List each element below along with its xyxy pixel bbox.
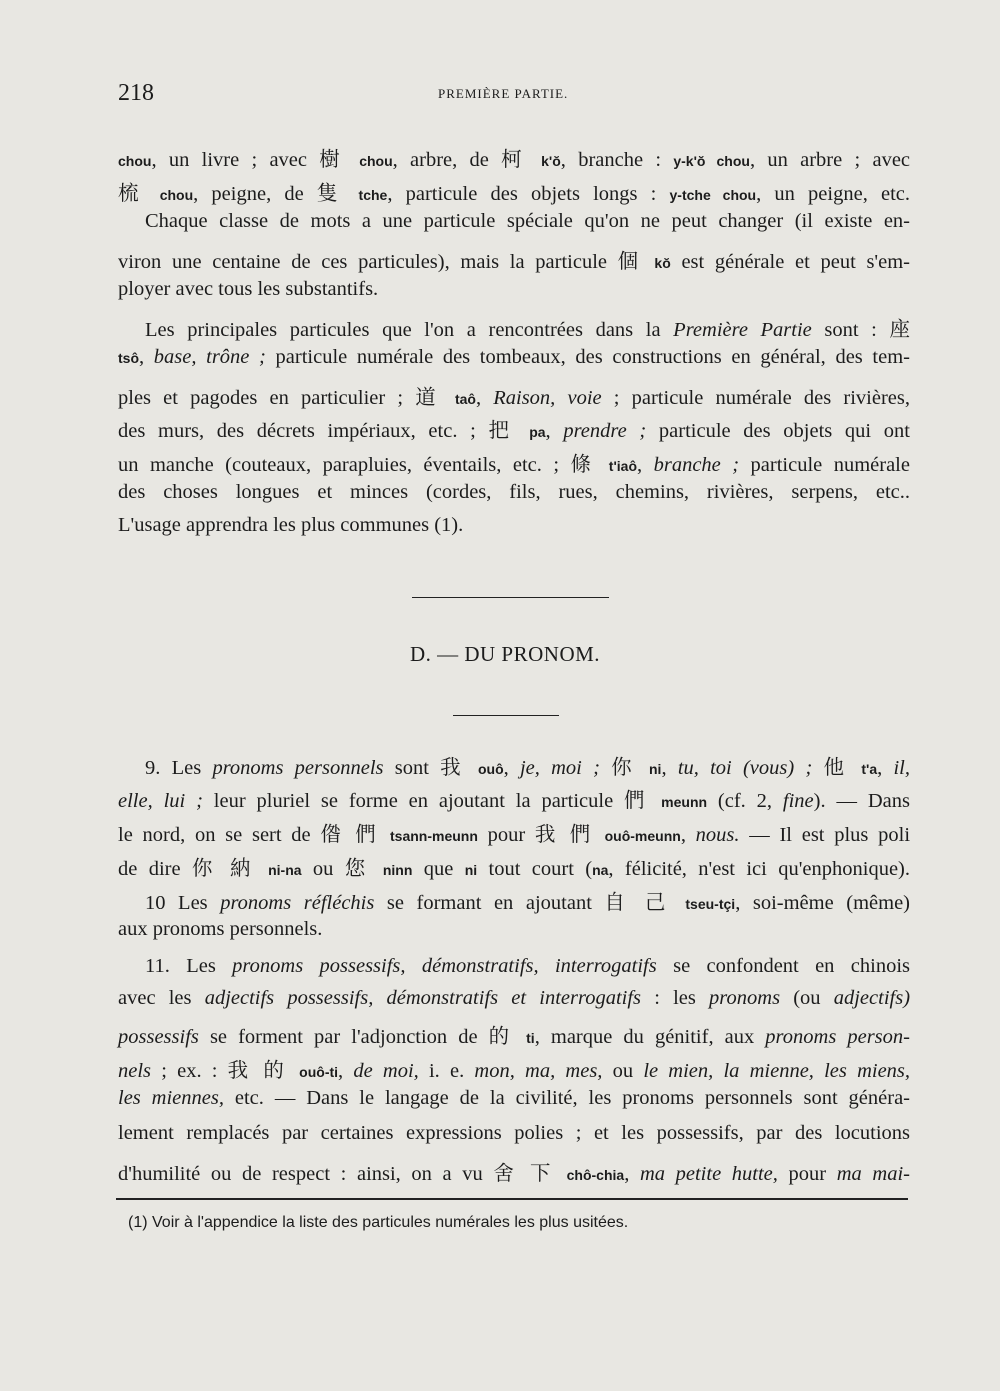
running-head bbox=[118, 80, 908, 110]
page-number: 218 bbox=[118, 80, 154, 106]
text-line: Chaque classe de mots a une particule spéciale qu'on ne peut changer (il existe en- bbox=[145, 210, 910, 232]
text-line: chou, un livre ; avec 樹 chou, arbre, de 柯 k'ŏ, branche : y-k'ŏ chou, un arbre ; avec bbox=[118, 149, 911, 171]
text-line: L'usage apprendra les plus communes (1). bbox=[118, 514, 464, 536]
text-line: avec les adjectifs possessifs, démonstratifs et interrogatifs : les pronoms (ou adjectifs) bbox=[118, 987, 911, 1009]
text-line: d'humilité ou de respect : ainsi, on a vu 舍 下 chô-chia, ma petite hutte, pour ma mai- bbox=[118, 1163, 910, 1185]
text-line: possessifs se forment par l'adjonction de 的 ti, marque du génitif, aux pronoms person- bbox=[118, 1026, 910, 1048]
text-line: 10 Les pronoms réfléchis se formant en ajoutant 自 己 tseu-tçi, soi-même (même) bbox=[145, 892, 910, 914]
text-line: ples et pagodes en particulier ; 道 taô, Raison, voie ; particule numérale des rivières, bbox=[118, 387, 911, 409]
text-line: Les principales particules que l'on a rencontrées dans la Première Partie sont : 座 bbox=[145, 319, 910, 341]
footnote: (1) Voir à l'appendice la liste des particules numérales les plus usitées. bbox=[128, 1214, 629, 1231]
text-line: un manche (couteaux, parapluies, éventails, etc. ; 條 t'iaô, branche ; particule numérale bbox=[118, 454, 910, 476]
separator-rule bbox=[412, 597, 609, 598]
text-line: de dire 你 納 ni-na ou 您 ninn que ni tout court (na, félicité, n'est ici qu'enphonique). bbox=[118, 858, 910, 880]
text-line: viron une centaine de ces particules), mais la particule 個 kŏ est générale et peut s'em- bbox=[118, 251, 910, 273]
text-line: les miennes, etc. — Dans le langage de la civilité, les pronoms personnels sont généra- bbox=[118, 1087, 910, 1109]
running-title: PREMIÈRE PARTIE. bbox=[438, 86, 569, 101]
text-line: lement remplacés par certaines expressions polies ; et les possessifs, par des locutions bbox=[118, 1122, 910, 1144]
text-line: tsô, base, trône ; particule numérale des tombeaux, des constructions en général, des tem- bbox=[118, 346, 910, 368]
text-line: 11. Les pronoms possessifs, démonstratifs, interrogatifs se confondent en chinois bbox=[145, 955, 911, 977]
separator-rule bbox=[453, 715, 559, 716]
text-line: ployer avec tous les substantifs. bbox=[118, 278, 379, 300]
text-line: elle, lui ; leur pluriel se forme en ajoutant la particule 們 meunn (cf. 2, fine). — Dans bbox=[118, 790, 910, 812]
footnote-rule bbox=[116, 1198, 908, 1200]
text-line: aux pronoms personnels. bbox=[118, 918, 323, 940]
text-line: le nord, on se sert de 偺 們 tsann-meunn pour 我 們 ouô-meunn, nous. — Il est plus poli bbox=[118, 824, 911, 846]
text-line: 9. Les pronoms personnels sont 我 ouô, je, moi ; 你 ni, tu, toi (vous) ; 他 t'a, il, bbox=[145, 757, 911, 779]
text-line: des murs, des décrets impériaux, etc. ; 把 pa, prendre ; particule des objets qui ont bbox=[118, 420, 910, 442]
text-line: 梳 chou, peigne, de 隻 tche, particule des objets longs : y-tche chou, un peigne, etc. bbox=[118, 183, 910, 205]
text-line: nels ; ex. : 我 的 ouô-ti, de moi, i. e. mon, ma, mes, ou le mien, la mienne, les miens, bbox=[118, 1060, 911, 1082]
section-heading: D. — DU PRONOM. bbox=[409, 642, 601, 666]
text-line: des choses longues et minces (cordes, fils, rues, chemins, rivières, serpens, etc.. bbox=[118, 481, 910, 503]
